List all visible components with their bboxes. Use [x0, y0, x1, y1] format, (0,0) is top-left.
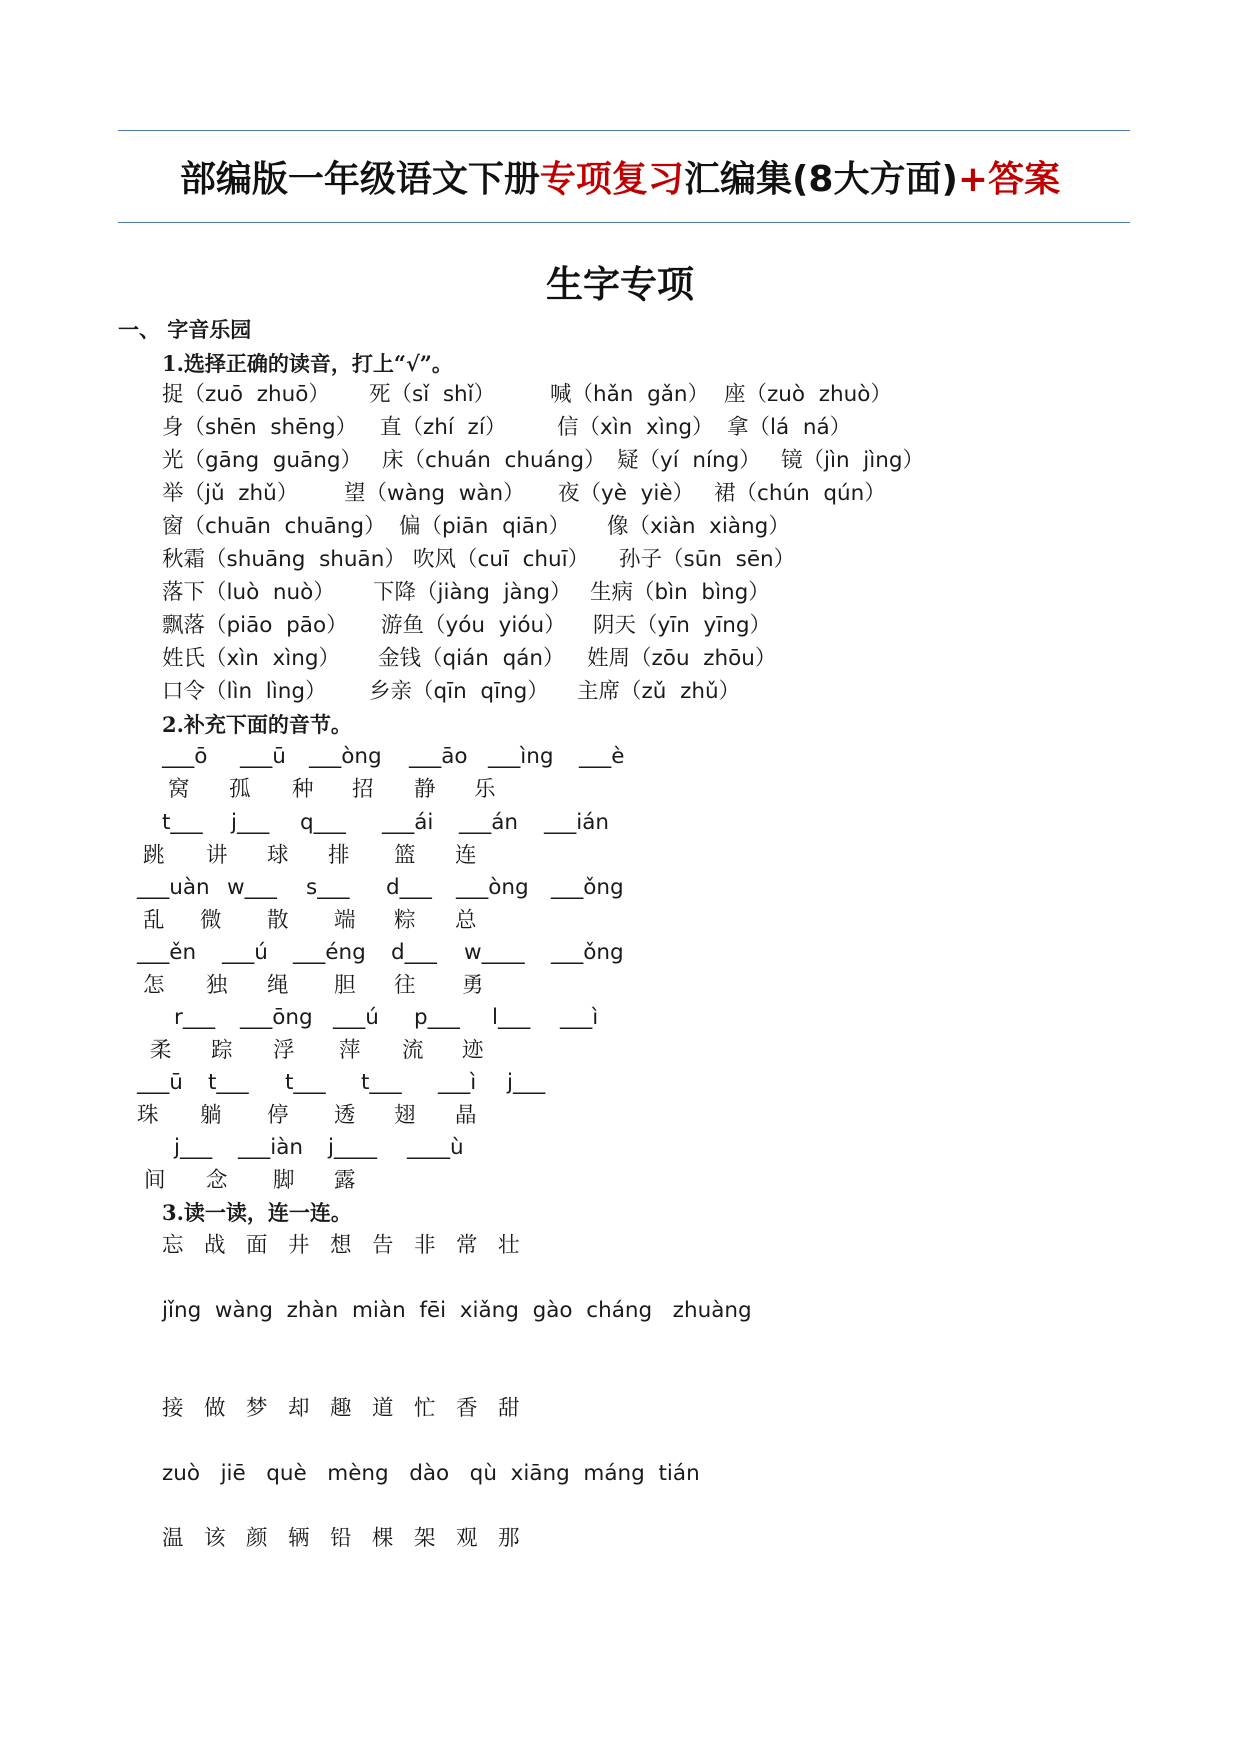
hanzi-char: 萍: [339, 1038, 361, 1063]
q1-item: 姓周（zōu zhōu）: [587, 646, 777, 671]
hanzi-char: 流: [402, 1038, 424, 1063]
document-title: [0, 151, 1240, 202]
q1-item: 口令（lìn lìng）: [162, 679, 327, 704]
q1-item: 夜（yè yiè）: [558, 481, 695, 506]
hanzi-char: 勇: [462, 973, 484, 998]
section-title: 生字专项: [546, 263, 694, 306]
match-chars-row: 忘 战 面 井 想 告 非 常 壮: [162, 1233, 520, 1258]
hanzi-char: 胆: [334, 973, 356, 998]
syllable-blank: t___: [285, 1070, 326, 1095]
syllable-blank: p___: [414, 1005, 460, 1030]
title-highlight: +答案: [957, 159, 1061, 200]
hanzi-char: 散: [267, 908, 289, 933]
hanzi-char: 露: [334, 1168, 356, 1193]
syllable-blank: j____: [328, 1135, 377, 1160]
match-pinyin-row: jǐng wàng zhàn miàn fēi xiǎng gào cháng zhuàng: [162, 1298, 752, 1323]
hanzi-char: 往: [394, 973, 416, 998]
syllable-blank: ___ì: [560, 1005, 599, 1030]
hanzi-char: 念: [206, 1168, 228, 1193]
q1-item: 金钱（qián qán）: [378, 646, 565, 671]
q1-item: 像（xiàn xiàng）: [607, 514, 790, 539]
hanzi-char: 迹: [462, 1038, 484, 1063]
hanzi-char: 怎: [143, 973, 165, 998]
q1-item: 光（gāng guāng）: [162, 448, 362, 473]
q1-item: 身（shēn shēng）: [162, 415, 358, 440]
hanzi-char: 浮: [273, 1038, 295, 1063]
hanzi-char: 静: [414, 777, 436, 802]
q1-item: 下降（jiàng jàng）: [373, 580, 572, 605]
hanzi-char: 篮: [394, 843, 416, 868]
bottom-divider: [118, 222, 1130, 223]
syllable-blank: t___: [208, 1070, 249, 1095]
q1-item: 镜（jìn jìng）: [781, 448, 924, 473]
q1-item: 望（wàng wàn）: [344, 481, 525, 506]
hanzi-char: 窝: [168, 777, 190, 802]
syllable-blank: j___: [507, 1070, 546, 1095]
syllable-blank: ___ǒng: [551, 940, 624, 965]
match-chars-row: 温 该 颜 辆 铅 棵 架 观 那: [162, 1526, 520, 1551]
hanzi-char: 招: [352, 777, 374, 802]
hanzi-char: 绳: [267, 973, 289, 998]
syllable-blank: ___ìng: [488, 744, 554, 769]
syllable-blank: ___án: [459, 810, 519, 835]
match-pinyin-row: zuò jiē què mèng dào qù xiāng máng tián: [162, 1461, 700, 1486]
syllable-blank: ___ū: [240, 744, 286, 769]
syllable-blank: ___òng: [456, 875, 529, 900]
syllable-blank: w____: [464, 940, 525, 965]
q1-item: 乡亲（qīn qīng）: [369, 679, 549, 704]
syllable-blank: r___: [174, 1005, 216, 1030]
hanzi-char: 踪: [211, 1038, 233, 1063]
hanzi-char: 总: [455, 908, 477, 933]
hanzi-char: 柔: [150, 1038, 172, 1063]
hanzi-char: 停: [267, 1103, 289, 1128]
syllable-blank: ___ěn: [137, 940, 197, 965]
title-part: 部编版一年级语文下册: [179, 159, 540, 200]
match-chars-row: 接 做 梦 却 趣 道 忙 香 甜: [162, 1396, 520, 1421]
hanzi-char: 球: [267, 843, 289, 868]
q1-item: 信（xìn xìng）: [557, 415, 714, 440]
hanzi-char: 独: [206, 973, 228, 998]
syllable-blank: ___uàn: [137, 875, 210, 900]
hanzi-char: 透: [334, 1103, 356, 1128]
q1-item: 疑（yí níng）: [617, 448, 761, 473]
hanzi-char: 微: [200, 908, 222, 933]
hanzi-char: 乐: [474, 777, 496, 802]
syllable-blank: ___āo: [409, 744, 468, 769]
question-heading: 2.补充下面的音节。: [162, 712, 352, 737]
syllable-blank: ___iàn: [238, 1135, 304, 1160]
syllable-blank: ____ù: [407, 1135, 464, 1160]
top-divider: [118, 130, 1130, 131]
q1-item: 生病（bìn bìng）: [590, 580, 770, 605]
hanzi-char: 珠: [137, 1103, 159, 1128]
syllable-blank: t___: [361, 1070, 402, 1095]
hanzi-char: 乱: [143, 908, 165, 933]
q1-item: 拿（lá ná）: [727, 415, 852, 440]
syllable-blank: ___ián: [544, 810, 610, 835]
hanzi-char: 孤: [229, 777, 251, 802]
q1-item: 吹风（cuī chuī）: [413, 547, 590, 572]
syllable-blank: ___è: [579, 744, 625, 769]
syllable-blank: ___ū: [137, 1070, 183, 1095]
hanzi-char: 排: [328, 843, 350, 868]
q1-item: 直（zhí zí）: [380, 415, 507, 440]
q1-item: 死（sǐ shǐ）: [369, 382, 496, 407]
q1-item: 秋霜（shuāng shuān）: [162, 547, 406, 572]
syllable-blank: ___ú: [333, 1005, 379, 1030]
q1-item: 孙子（sūn sēn）: [619, 547, 796, 572]
q1-item: 捉（zuō zhuō）: [162, 382, 330, 407]
syllable-blank: d___: [386, 875, 432, 900]
hanzi-char: 跳: [143, 843, 165, 868]
hanzi-char: 粽: [394, 908, 416, 933]
hanzi-char: 躺: [200, 1103, 222, 1128]
syllable-blank: ___ō: [162, 744, 208, 769]
q1-item: 座（zuò zhuò）: [724, 382, 892, 407]
question-heading: 1.选择正确的读音，打上“√”。: [162, 351, 453, 376]
syllable-blank: t___: [162, 810, 203, 835]
syllable-blank: l___: [492, 1005, 531, 1030]
q1-item: 游鱼（yóu yióu）: [381, 613, 566, 638]
syllable-blank: ___ú: [222, 940, 268, 965]
q1-item: 阴天（yīn yīng）: [593, 613, 771, 638]
hanzi-char: 脚: [273, 1168, 295, 1193]
q1-item: 窗（chuān chuāng）: [162, 514, 386, 539]
q1-item: 床（chuán chuáng）: [382, 448, 606, 473]
syllable-blank: j___: [174, 1135, 213, 1160]
syllable-blank: ___ǒng: [551, 875, 624, 900]
title-part: 汇编集(8大方面): [683, 159, 958, 200]
syllable-blank: w___: [227, 875, 277, 900]
hanzi-char: 端: [334, 908, 356, 933]
hanzi-char: 种: [292, 777, 314, 802]
syllable-blank: q___: [300, 810, 346, 835]
hanzi-char: 讲: [206, 843, 228, 868]
q1-item: 姓氏（xìn xìng）: [162, 646, 340, 671]
hanzi-char: 间: [144, 1168, 166, 1193]
q1-item: 喊（hǎn gǎn）: [550, 382, 710, 407]
syllable-blank: ___ái: [382, 810, 434, 835]
syllable-blank: ___ì: [438, 1070, 477, 1095]
section-heading: 一、 字音乐园: [118, 317, 252, 342]
syllable-blank: j___: [231, 810, 270, 835]
q1-item: 飘落（piāo pāo）: [162, 613, 348, 638]
syllable-blank: s___: [306, 875, 350, 900]
q1-item: 主席（zǔ zhǔ）: [577, 679, 741, 704]
syllable-blank: ___òng: [309, 744, 382, 769]
q1-item: 举（jǔ zhǔ）: [162, 481, 299, 506]
hanzi-char: 连: [455, 843, 477, 868]
hanzi-char: 晶: [455, 1103, 477, 1128]
q1-item: 裙（chún qún）: [714, 481, 886, 506]
title-highlight: 专项复习: [539, 159, 684, 200]
question-heading: 3.读一读，连一连。: [162, 1200, 352, 1225]
syllable-blank: d___: [391, 940, 437, 965]
syllable-blank: ___éng: [293, 940, 366, 965]
q1-item: 偏（piān qiān）: [399, 514, 571, 539]
syllable-blank: ___ōng: [240, 1005, 313, 1030]
q1-item: 落下（luò nuò）: [162, 580, 335, 605]
hanzi-char: 翅: [394, 1103, 416, 1128]
